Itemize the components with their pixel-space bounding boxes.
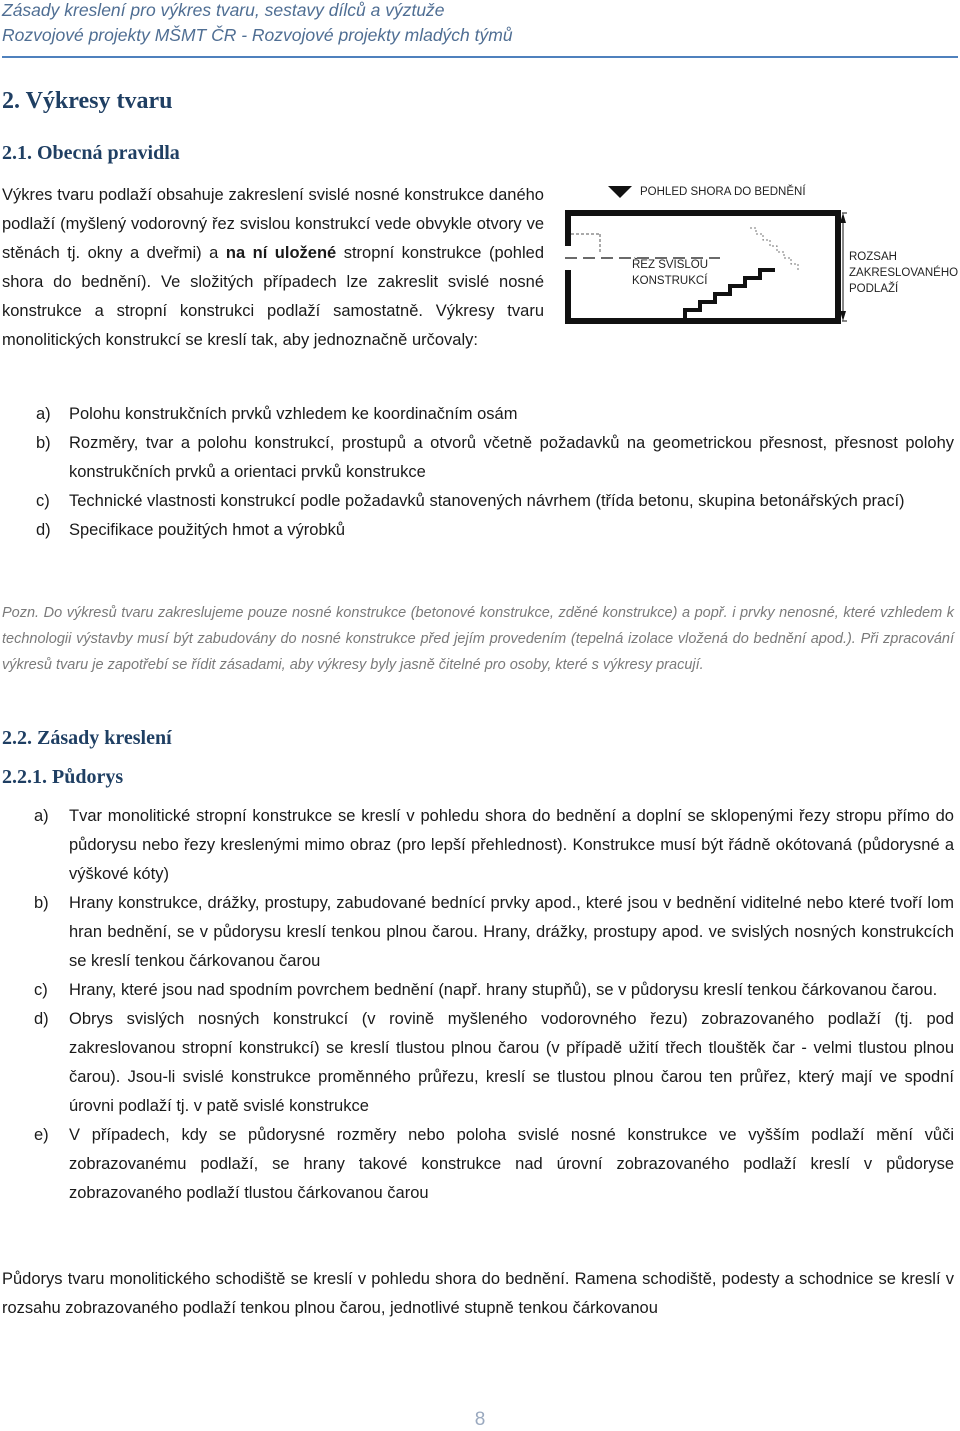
list-item: a) Polohu konstrukčních prvků vzhledem ke koordinačním osám xyxy=(36,405,518,423)
list-item: a) Tvar monolitické stropní konstrukce se kreslí v pohledu shora do bednění a doplní se sklopenými řezy stropu přímo do půdorysu nebo řezy kreslenými mimo obraz (pro lepší přehlednost). Konstrukce musí být řádně okótovaná (půdorysné a výškové kóty) xyxy=(34,807,954,883)
section-diagram xyxy=(560,178,960,340)
header-rule xyxy=(2,56,958,58)
left-wall-upper xyxy=(565,216,571,246)
subsection-title-general-rules: 2.1. Obecná pravidla xyxy=(2,142,180,164)
label-range-line3: PODLAŽÍ xyxy=(849,283,899,295)
bottom-slab xyxy=(565,318,841,324)
subsection-title-drawing-principles: 2.2. Zásady kreslení xyxy=(2,727,172,749)
view-arrow-icon xyxy=(608,186,632,198)
list-item: b) Hrany konstrukce, drážky, prostupy, zabudované bednící prvky apod., které jsou v bednění viditelné nebo které tvoří lom hran bednění, se v půdorysu kreslí tenkou plnou čarou. Hrany, drážky, prostupy apod. ve svislých nosných konstrukcích se kreslí tenkou čárkovanou čarou xyxy=(34,894,954,970)
label-view-from-top: POHLED SHORA DO BEDNĚNÍ xyxy=(640,186,806,198)
left-wall-lower xyxy=(565,270,571,318)
label-range-line1: ROZSAH xyxy=(849,251,897,263)
staircase-paragraph: Půdorys tvaru monolitického schodiště se kreslí v pohledu shora do bednění. Ramena schodiště, podesty a schodnice se kreslí v rozsahu zobrazovaného podlaží tenkou plnou čarou, jednotlivé stupně tenkou čárkovanou xyxy=(2,1270,954,1317)
running-header-subtitle: Rozvojové projekty MŠMT ČR - Rozvojové projekty mladých týmů xyxy=(2,25,513,45)
list-item: b) Rozměry, tvar a polohu konstrukcí, prostupů a otvorů včetně požadavků na geometrickou přesnost, přesnost polohy konstrukčních prvků a orientaci prvků konstrukce xyxy=(36,434,954,481)
label-cut-line2: KONSTRUKCÍ xyxy=(632,275,708,287)
list-item: e) V případech, kdy se půdorysné rozměry nebo poloha svislé nosné konstrukce ve vyšším podlaží mění vůči zobrazovanému podlaží, se hrany takové konstrukce nad úrovní zobrazovaného podlaží kreslí v půdoryse zobrazovaného podlaží tlustou čárkovanou čarou xyxy=(34,1126,954,1202)
upper-stair-flight xyxy=(750,228,798,270)
note-paragraph: Pozn. Do výkresů tvaru zakreslujeme pouze nosné konstrukce (betonové konstrukce, zděné konstrukce) a popř. i prvky nenosné, které vzhledem k technologii výstavby musí být zabudovány do nosné konstrukce před jejím provedením (tepelná izolace vložená do bednění apod.). Při zpracování výkresů tvaru je zapotřebí se řídit zásadami, aby výkresy byly jasně čitelné pro osoby, které s výkresy pracují. xyxy=(2,605,954,673)
label-cut-line1: ŘEZ SVISLOU xyxy=(632,259,709,271)
right-wall xyxy=(835,216,841,318)
running-header-title: Zásady kreslení pro výkres tvaru, sestavy dílců a výztuže xyxy=(2,0,445,20)
list-item: c) Hrany, které jsou nad spodním povrchem bednění (např. hrany stupňů), se v půdorysu kreslí tenkou čárkovanou čarou. xyxy=(34,981,938,999)
floor-plan-rules-list xyxy=(2,802,954,1208)
list-item: d) Specifikace použitých hmot a výrobků xyxy=(36,521,346,539)
list-item: d) Obrys svislých nosných konstrukcí (v rovině myšleného vodorovného řezu) zobrazovaného podlaží (tj. pod zakreslovanou stropní konstrukcí) se kreslí tlustou plnou čarou (v případě užití třech tlouštěk čar - velmi tlustou plnou čarou). Jsou-li svislé konstrukce proměnného průřezu, kreslí se tlustou plnou čarou ten průřez, který mají ve spodní úrovni podlaží tj. v patě svislé konstrukce xyxy=(34,1010,954,1115)
drawing-requirements-list xyxy=(2,400,954,545)
label-range-line2: ZAKRESLOVANÉHO xyxy=(849,267,959,279)
top-slab xyxy=(565,210,841,216)
list-item: c) Technické vlastnosti konstrukcí podle požadavků stanovených návrhem (třída betonu, skupina betonářských prací) xyxy=(36,492,905,510)
section-title: 2. Výkresy tvaru xyxy=(2,88,173,114)
subsection-title-floor-plan: 2.2.1. Půdorys xyxy=(2,766,124,788)
intro-paragraph: Výkres tvaru podlaží obsahuje zakreslení svislé nosné konstrukce daného podlaží (myšlený vodorovný řez svislou konstrukcí vede obvykle otvory ve stěnách tj. okny a dveřmi) a na ní uložené stropní konstrukce (pohled shora do bednění). Ve složitých případech lze zakreslit svislé nosné konstrukce a stropní konstrukci podlaží samostatně. Výkresy tvaru monolitických konstrukcí se kreslí tak, aby jednoznačně určovaly: xyxy=(2,186,544,349)
page-number: 8 xyxy=(474,1409,486,1430)
